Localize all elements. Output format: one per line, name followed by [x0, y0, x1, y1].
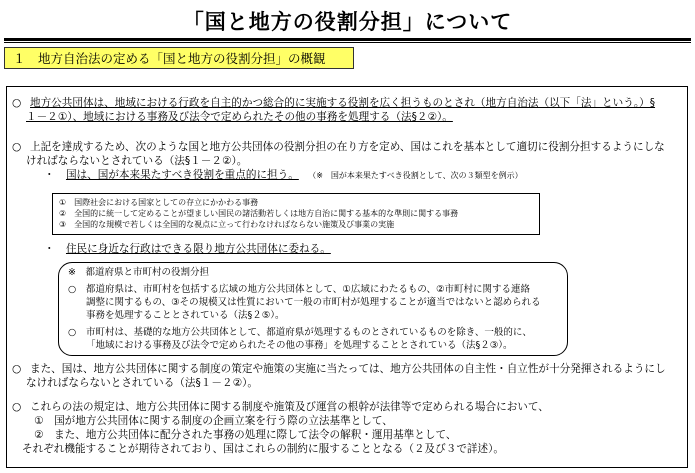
- municipality-role-line: 「地域における事務及び法令で定められたその他の事務」を処理することとされている（法§２③）。: [86, 340, 513, 351]
- paragraph-3-cont: [26, 376, 258, 390]
- national-role-list-item: ③ 全国的な規模で若しくは全国的な視点に立って行わなければならない施策及び事業の実施: [59, 220, 395, 229]
- paragraph-3: [12, 362, 666, 376]
- prefecture-role-line: 都道府県は、市町村を包括する広域の地方公共団体として、①広域にわたるもの、②市町村に関する連絡: [86, 284, 530, 295]
- bullet-icon: ○: [12, 401, 22, 413]
- bullet-icon: ○: [12, 97, 22, 109]
- page-title: 「国と地方の役割分担」について: [182, 10, 513, 34]
- national-role-list: [52, 193, 540, 235]
- paragraph-1-line-2: １－２①）、地域における事務及び法令で定められたその他の事務を処理する（法§２②）。: [26, 111, 453, 123]
- prefecture-role-line: 調整に関するもの、③その規模又は性質において一般の市町村が処理することが適当ではないと認められる: [86, 297, 541, 308]
- national-role-list-item: ② 全国的に統一して定めることが望ましい国民の諸活動若しくは地方自治に関する基本的な準則に関する事務: [59, 209, 459, 218]
- municipality-role: [68, 326, 532, 339]
- paragraph-1-line-1: 地方公共団体は、地域における行政を自主的かつ総合的に実施する役割を広く担うものとされ（地方自治法（以下「法」という。）§: [30, 97, 656, 109]
- local-role-item: [44, 242, 331, 256]
- paragraph-1: [12, 96, 655, 110]
- paragraph-2-cont: [26, 154, 247, 168]
- national-role-text: 国は、国が本来果たすべき役割を重点的に担う。: [65, 169, 299, 181]
- bullet-icon: ○: [68, 327, 77, 338]
- roles-heading: ※ 都道府県と市町村の役割分担: [68, 267, 209, 278]
- bullet-icon: ○: [12, 141, 22, 153]
- paragraph-1-cont: [26, 110, 453, 124]
- prefecture-role-line: 事務を処理することとされている（法§２⑤）。: [86, 310, 285, 321]
- municipality-role-line: 市町村は、基礎的な地方公共団体として、都道府県が処理するものとされているものを除き、一般的に、: [86, 327, 532, 338]
- paragraph-4-line-3: ② また、地方公共団体に配分された事務の処理に際して法令の解釈・運用基準として、: [34, 429, 457, 441]
- paragraph-4: [12, 400, 549, 414]
- paragraph-2: [12, 140, 665, 154]
- national-role-prefix: ・: [44, 169, 55, 181]
- prefecture-role: [68, 283, 530, 296]
- national-role-list-item: ① 国際社会における国家としての存立にかかわる事務: [59, 198, 259, 207]
- paragraph-2-line-1: 上記を達成するため、次のような国と地方公共団体の役割分担の在り方を定め、国はこれを基本として適切に役割分担するようにしな: [30, 141, 665, 153]
- paragraph-4-line-1: これらの法の規定は、地方公共団体に関する制度や施策及び運営の根幹が法律等で定められる場合において、: [30, 401, 549, 413]
- paragraph-2-line-2: ければならないとされている（法§１－２②）。: [26, 155, 248, 167]
- bullet-icon: ○: [68, 284, 77, 295]
- national-role-note: （※ 国が本来果たすべき役割として、次の３類型を例示）: [308, 171, 523, 180]
- paragraph-4-line-2: ① 国が地方公共団体に関する制度の企画立案を行う際の立法基準として、: [34, 415, 393, 427]
- paragraph-3-line-1: また、国は、地方公共団体に関する制度の策定や施策の実施に当たっては、地方公共団体の自主性・自立性が十分発揮されるようにし: [30, 363, 666, 375]
- local-role-prefix: ・: [44, 243, 55, 255]
- paragraph-3-line-2: なければならないとされている（法§１－２②）。: [26, 377, 258, 389]
- title-rule-thin: [4, 42, 691, 43]
- national-role-item: [44, 168, 523, 183]
- section-heading: １ 地方自治法の定める「国と地方の役割分担」の概観: [4, 47, 354, 69]
- local-role-text: 住民に身近な行政はできる限り地方公共団体に委ねる。: [65, 243, 331, 255]
- title-rule-thick: [4, 38, 691, 41]
- paragraph-4-line-4: それぞれ機能することが期待されており、国はこれらの制約に服することとなる（２及び３で詳述）。: [22, 443, 505, 455]
- bullet-icon: ○: [12, 363, 22, 375]
